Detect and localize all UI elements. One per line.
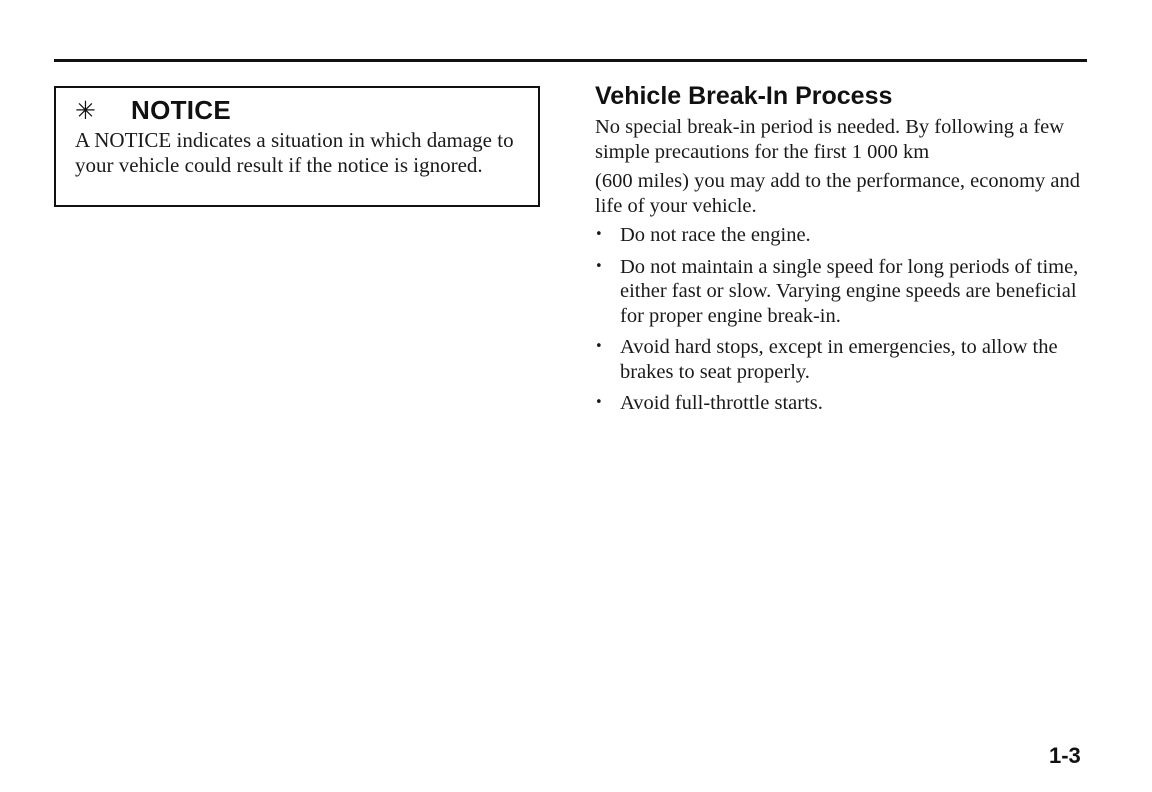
- list-item-text: Do not race the engine.: [620, 224, 811, 246]
- header-rule: [54, 59, 1087, 62]
- notice-heading: [75, 94, 520, 126]
- list-item-text: Avoid full-throttle starts.: [620, 392, 823, 414]
- list-item: [595, 335, 1095, 384]
- bullet-icon: •: [595, 395, 603, 410]
- bullet-icon: •: [595, 227, 603, 242]
- notice-text: A NOTICE indicates a situation in which damage to your vehicle could result if the notice is ignored.: [75, 128, 514, 177]
- break-in-section: [595, 80, 1095, 423]
- precautions-list: [595, 223, 1095, 416]
- list-item: [595, 255, 1095, 329]
- list-item-text: Do not maintain a single speed for long periods of time, either fast or slow. Varying engine speeds are beneficial for proper engine break-in.: [620, 255, 1079, 327]
- bullet-icon: •: [595, 258, 603, 274]
- intro-paragraph: No special break-in period is needed. By following a few simple precautions for the first 1 000 km: [595, 116, 1065, 163]
- section-title: Vehicle Break-In Process: [595, 82, 893, 110]
- bullet-icon: •: [595, 339, 603, 354]
- benefit-paragraph: (600 miles) you may add to the performance, economy and life of your vehicle.: [595, 170, 1081, 217]
- list-item: [595, 391, 1095, 416]
- list-item-text: Avoid hard stops, except in emergencies, to allow the brakes to seat properly.: [620, 336, 1058, 383]
- notice-title: NOTICE: [131, 94, 232, 125]
- asterisk-icon: ✳: [75, 95, 96, 125]
- list-item: [595, 223, 1095, 248]
- page-number: 1-3: [1049, 743, 1081, 768]
- notice-box: [54, 86, 540, 207]
